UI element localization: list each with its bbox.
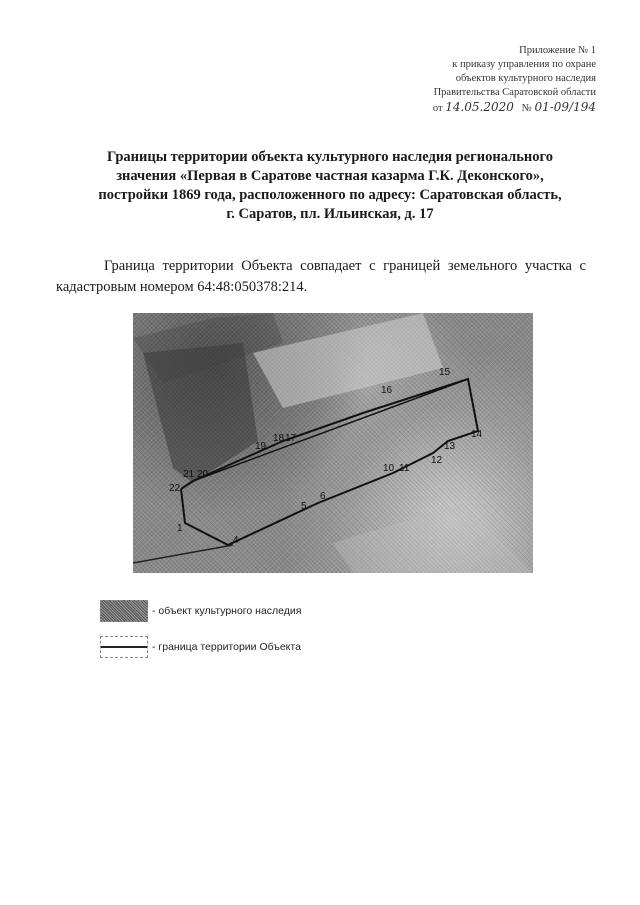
legend-boundary-label: - граница территории Объекта (152, 641, 301, 653)
legend-item-boundary (100, 636, 301, 658)
title-line-1: Границы территории объекта культурного наследия регионального (107, 149, 553, 165)
point-label-19: 19 (255, 441, 267, 452)
point-label-4: 4 (233, 535, 239, 546)
document-title (80, 148, 580, 224)
appendix-header (433, 44, 596, 116)
point-label-13: 13 (444, 441, 456, 452)
date-prefix: от (432, 103, 443, 114)
map-legend (100, 600, 301, 672)
point-label-16: 16 (381, 385, 393, 396)
aerial-map (133, 313, 533, 573)
appendix-line-3: объектов культурного наследия (455, 73, 596, 84)
point-label-12: 12 (431, 455, 443, 466)
point-label-17: 17 (285, 433, 297, 444)
point-label-10: 10 (383, 463, 395, 474)
number-prefix: № (521, 103, 532, 114)
appendix-line-4: Правительства Саратовской области (433, 87, 596, 98)
point-label-21: 21 (183, 469, 195, 480)
title-line-2: значения «Первая в Саратове частная казарма Г.К. Деконского», (116, 168, 544, 184)
point-label-11: 11 (399, 463, 410, 474)
point-label-1: 1 (177, 523, 183, 534)
legend-item-heritage (100, 600, 301, 622)
point-label-15: 15 (439, 367, 451, 378)
point-label-6: 6 (320, 491, 326, 502)
appendix-line-2: к приказу управления по охране (452, 59, 596, 70)
title-line-4: г. Саратов, пл. Ильинская, д. 17 (226, 206, 434, 222)
point-label-22: 22 (169, 483, 181, 494)
legend-heritage-label: - объект культурного наследия (152, 605, 302, 617)
appendix-line-1: Приложение № 1 (519, 45, 596, 56)
point-label-5: 5 (301, 501, 307, 512)
order-number: 01-09/194 (534, 100, 596, 114)
order-date: 14.05.2020 (445, 100, 514, 114)
boundary-line-icon (100, 636, 148, 658)
point-label-14: 14 (471, 429, 483, 440)
heritage-swatch-icon (100, 600, 148, 622)
title-line-3: постройки 1869 года, расположенного по адресу: Саратовская область, (98, 187, 562, 203)
appendix-date-line (433, 100, 596, 116)
point-label-18: 18 (273, 433, 285, 444)
boundary-overlay (133, 313, 533, 573)
point-label-20: 20 (197, 469, 209, 480)
boundary-description: Граница территории Объекта совпадает с границей земельного участка с кадастровым номером 64:48:050378:214. (56, 258, 586, 295)
